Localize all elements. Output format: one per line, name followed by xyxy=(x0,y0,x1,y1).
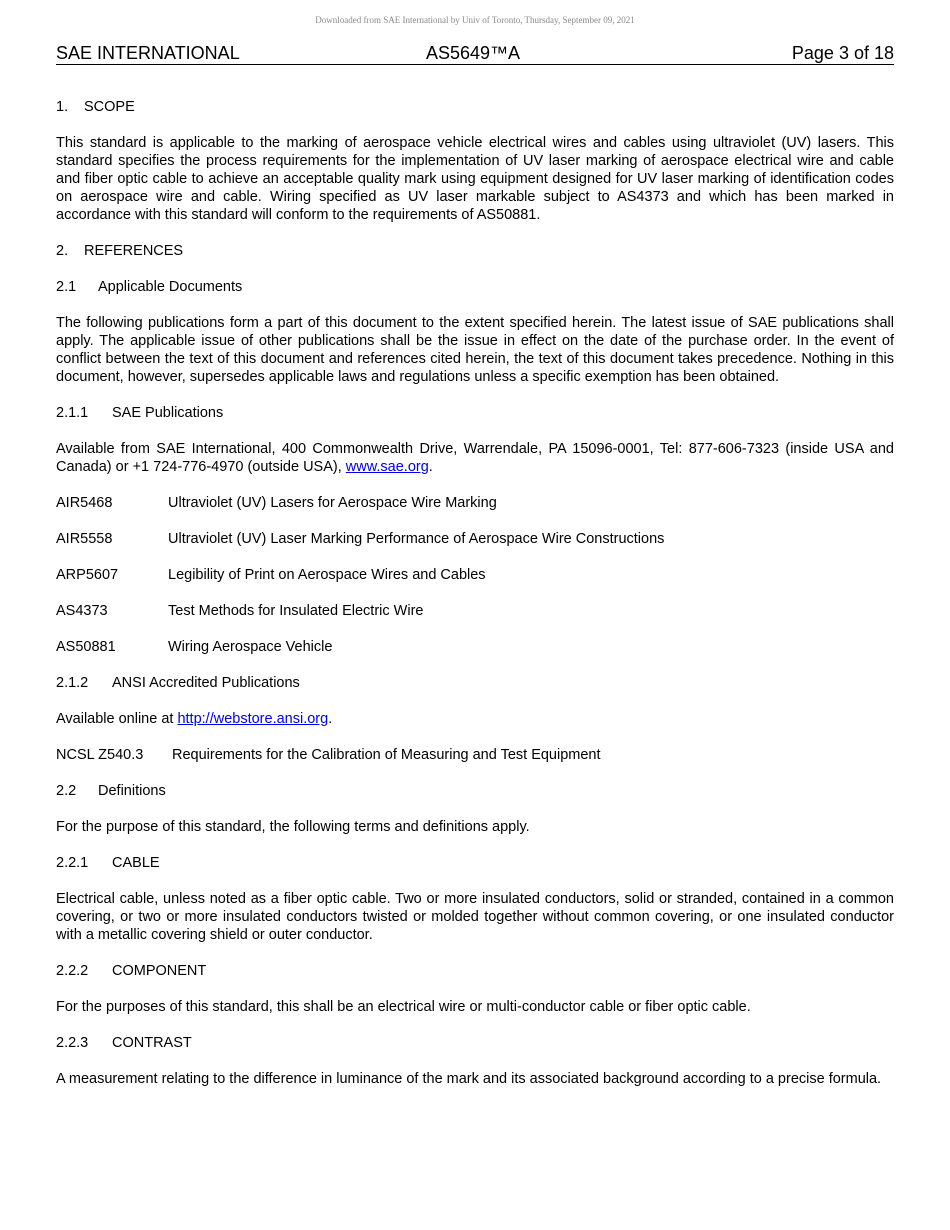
reference-title: Ultraviolet (UV) Lasers for Aerospace Wire Marking xyxy=(168,495,497,511)
definition-heading-contrast: 2.2.3 CONTRAST xyxy=(56,1035,192,1051)
applicable-documents-paragraph: The following publications form a part of this document to the extent specified herein. The latest issue of SAE publications shall apply. The applicable issue of other publications shall be the issue in effect on the date of the purchase order. In the event of conflict between the text of this document and references cited herein, the text of this document takes precedence. Nothing in this document, however, supersedes applicable laws and regulations unless a specific exemption has been obtained. xyxy=(56,315,894,385)
reference-item xyxy=(56,602,894,620)
subsection-heading-sae-publications: 2.1.1 SAE Publications xyxy=(56,405,224,421)
reference-id: AS4373 xyxy=(56,603,108,619)
download-watermark: Downloaded from SAE International by Univ of Toronto, Thursday, September 09, 2021 xyxy=(315,15,635,25)
header-organization: SAE INTERNATIONAL xyxy=(56,43,240,63)
page-header xyxy=(56,43,894,65)
subsection-heading-applicable-documents: 2.1 Applicable Documents xyxy=(56,279,243,295)
section-heading-references: 2. REFERENCES xyxy=(56,243,184,259)
definition-text-cable: Electrical cable, unless noted as a fiber optic cable. Two or more insulated conductors, solid or stranded, contained in a common covering, or two or more insulated conductors twisted or molded together without common covering, or one insulated conductor with a metallic covering shield or outer conductor. xyxy=(56,891,894,943)
reference-title: Ultraviolet (UV) Laser Marking Performance of Aerospace Wire Constructions xyxy=(168,531,665,547)
reference-id: NCSL Z540.3 xyxy=(56,747,144,763)
subsection-heading-definitions: 2.2 Definitions xyxy=(56,783,166,799)
header-page-number: Page 3 of 18 xyxy=(791,43,894,63)
definition-text-contrast: A measurement relating to the difference in luminance of the mark and its associated background according to a precise formula. xyxy=(56,1071,882,1087)
ansi-availability-paragraph: Available online at http://webstore.ansi.org. xyxy=(56,711,333,727)
reference-item xyxy=(56,566,894,584)
reference-title: Requirements for the Calibration of Measuring and Test Equipment xyxy=(172,747,601,763)
reference-id: AS50881 xyxy=(56,639,116,655)
reference-id: ARP5607 xyxy=(56,567,119,583)
reference-title: Test Methods for Insulated Electric Wire xyxy=(168,603,424,619)
document-body xyxy=(56,98,894,1106)
sae-website-link[interactable]: www.sae.org xyxy=(345,459,429,475)
definitions-intro: For the purpose of this standard, the following terms and definitions apply. xyxy=(56,819,530,835)
header-document-number: AS5649™A xyxy=(426,43,521,63)
reference-item xyxy=(56,494,894,512)
section-heading-scope: 1. SCOPE xyxy=(56,99,135,115)
scope-paragraph: This standard is applicable to the marking of aerospace vehicle electrical wires and cables using ultraviolet (UV) lasers. This standard specifies the process requirements for the implementation of UV laser marking of aerospace electrical wire and cable and fiber optic cable to achieve an acceptable quality mark using equipment designed for UV laser marking of identification codes on aerospace wire and cable. Wiring specified as UV laser markable subject to AS4373 and which has been marked in accordance with this standard will conform to the requirements of AS50881. xyxy=(56,135,894,223)
reference-item xyxy=(56,746,894,764)
reference-item xyxy=(56,638,894,656)
reference-id: AIR5558 xyxy=(56,531,113,547)
definition-text-component: For the purposes of this standard, this shall be an electrical wire or multi-conductor cable or fiber optic cable. xyxy=(56,999,751,1015)
subsection-heading-ansi-publications: 2.1.2 ANSI Accredited Publications xyxy=(56,675,300,691)
reference-id: AIR5468 xyxy=(56,495,113,511)
definition-heading-component: 2.2.2 COMPONENT xyxy=(56,963,207,979)
definition-heading-cable: 2.2.1 CABLE xyxy=(56,855,160,871)
ansi-webstore-link[interactable]: http://webstore.ansi.org xyxy=(177,711,329,727)
reference-title: Wiring Aerospace Vehicle xyxy=(168,639,333,655)
reference-item xyxy=(56,530,894,548)
sae-availability-paragraph: Available from SAE International, 400 Commonwealth Drive, Warrendale, PA 15096-0001, Tel: 877-606-7323 (inside USA and Canada) or +1 724-776-4970 (outside USA), www.sae.org. xyxy=(56,441,894,475)
reference-title: Legibility of Print on Aerospace Wires and Cables xyxy=(168,567,486,583)
